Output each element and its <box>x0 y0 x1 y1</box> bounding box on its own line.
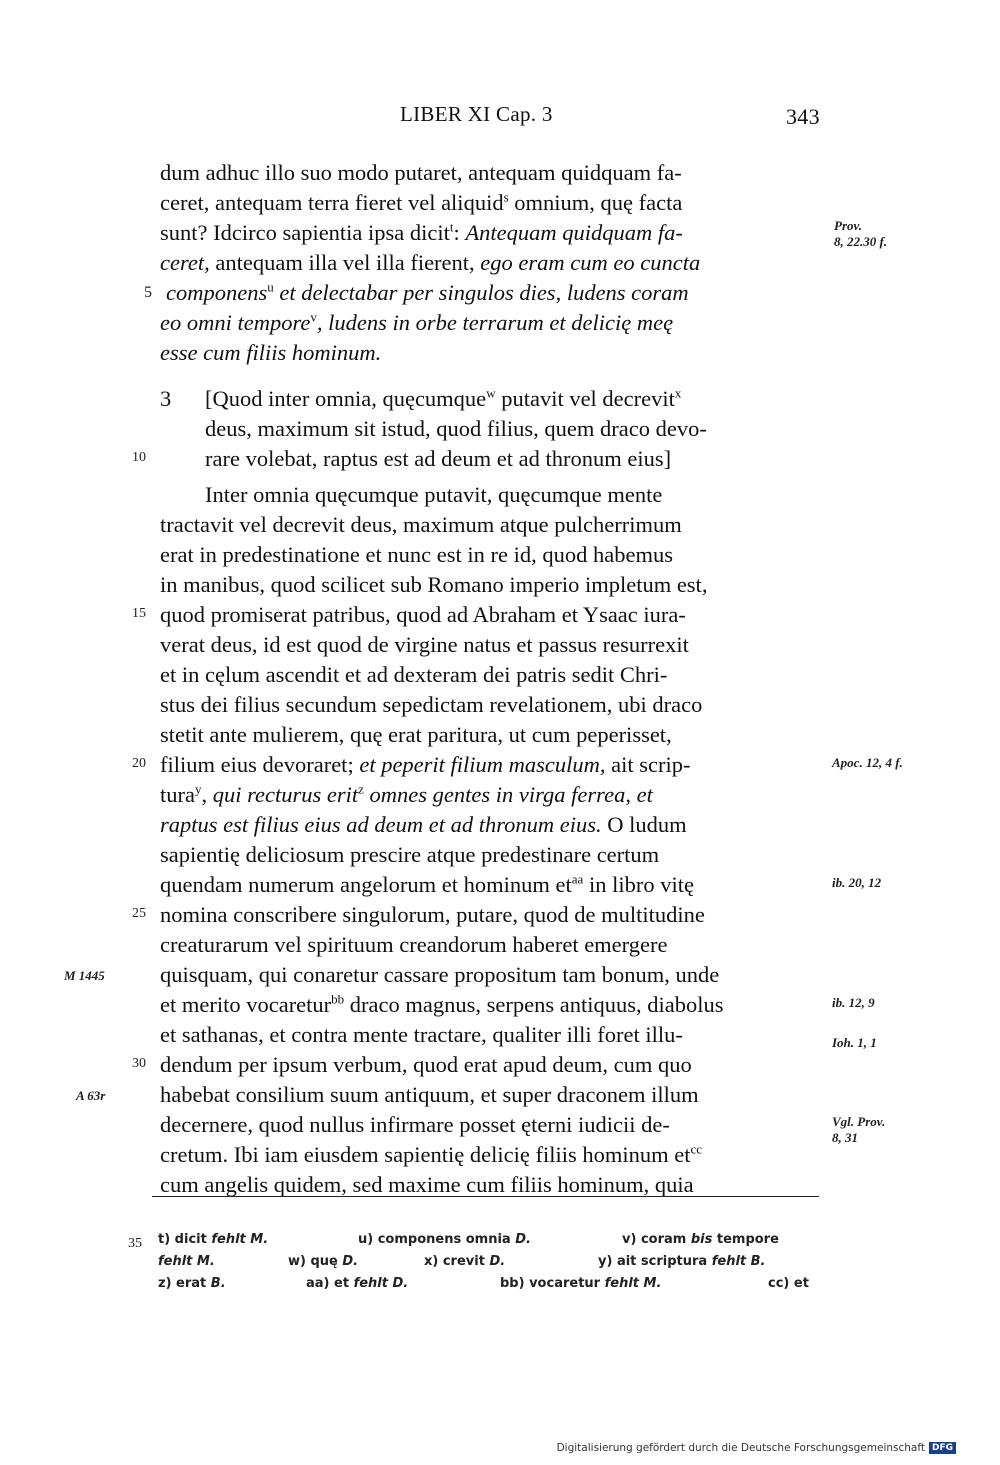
footnote-mark-u: u <box>267 279 274 295</box>
text-line-p2-1: Inter omnia quęcumque putavit, quęcumque mente <box>205 482 663 507</box>
line-number-10: 10 <box>132 450 146 465</box>
right-ref-prov: Prov. 8, 22.30 f. <box>834 218 888 249</box>
footnote-v-cont: fehlt M. <box>158 1254 215 1269</box>
text-line-p2-3: erat in predestinatione et nunc est in re id, quod habemus <box>160 542 673 567</box>
text-line-p2-22: decernere, quod nullus infirmare posset ęterni iudicii de- <box>160 1112 670 1137</box>
line-number-25: 25 <box>132 906 146 921</box>
line-number-30: 30 <box>132 1056 146 1071</box>
section-number: 3 <box>160 386 172 411</box>
right-ref-vgl-prov: Vgl. Prov. 8, 31 <box>832 1114 886 1145</box>
footnote-u: u) componens omnia D. <box>358 1232 531 1247</box>
text-line-p2-19: et sathanas, et contra mente tractare, qualiter illi foret illu- <box>160 1022 683 1047</box>
footnote-mark-v: v <box>310 309 317 325</box>
running-title: LIBER XI Cap. 3 <box>400 102 553 126</box>
text-line-p2-13: sapientię deliciosum prescire atque predestinare certum <box>160 842 660 867</box>
section-heading-line-3: rare volebat, raptus est ad deum et ad thronum eius] <box>205 446 672 471</box>
text-line-p2-6: verat deus, id est quod de virgine natus et passus resurrexit <box>160 632 689 657</box>
text-line-p2-5: quod promiserat patribus, quod ad Abraham et Ysaac iura- <box>160 602 686 627</box>
text-line-2: ceret, antequam terra fieret vel aliquid$^s$ omnium, quę facta <box>160 189 683 215</box>
footnote-divider <box>152 1196 819 1197</box>
text-line-1: dum adhuc illo suo modo putaret, antequam quidquam fa- <box>160 160 682 185</box>
footnote-cc: cc) et <box>768 1276 809 1291</box>
text-line-p2-18: et merito vocaretur$^{bb}$ draco magnus, serpens antiquus, diabolus <box>160 991 724 1017</box>
footnote-w: w) quę D. <box>288 1254 359 1269</box>
line-number-5: 5 <box>144 284 152 301</box>
line-number-15: 15 <box>132 606 146 621</box>
right-ref-apoc: Apoc. 12, 4 f. <box>832 755 903 770</box>
text-line-p2-8: stus dei filius secundum sepedictam revelationem, ubi draco <box>160 692 703 717</box>
text-line-p2-14: quendam numerum angelorum et hominum $et^{aa}$ in libro vitę <box>160 871 694 897</box>
text-line-3: sunt? Idcirco sapientia ipsa dicit$^t$: Antequam quidquam fa- <box>160 219 683 245</box>
right-ref-ib-12: ib. 12, 9 <box>832 995 875 1010</box>
text-line-p2-20: dendum per ipsum verbum, quod erat apud deum, cum quo <box>160 1052 692 1077</box>
footnote-mark-s: s <box>503 189 509 205</box>
line-number-35: 35 <box>128 1236 142 1251</box>
text-line-4: ceret, antequam illa vel illa fierent, ego eram cum eo cuncta <box>160 250 701 275</box>
text-line-p2-11: tura$^y$, qui recturus erit$^z$ omnes gentes in virga ferrea, et <box>160 781 653 807</box>
text-line-p2-2: tractavit vel decrevit deus, maximum atque pulcherrimum <box>160 512 682 537</box>
text-line-7: esse cum filiis hominum. <box>160 340 382 365</box>
left-margin-ref-a: A 63r <box>76 1088 106 1103</box>
footnote-v: v) coram bis tempore <box>622 1232 779 1247</box>
line-number-20: 20 <box>132 756 146 771</box>
right-ref-ib-20: ib. 20, 12 <box>832 875 882 890</box>
left-margin-ref-m: M 1445 <box>64 968 105 983</box>
text-line-p2-16: creaturarum vel spirituum creandorum haberet emergere <box>160 932 668 957</box>
text-line-p2-4: in manibus, quod scilicet sub Romano imperio impletum est, <box>160 572 708 597</box>
digitization-credit <box>557 1442 956 1454</box>
dfg-logo: DFG <box>929 1442 956 1454</box>
text-line-p2-24: cum angelis quidem, sed maxime cum filiis hominum, quia <box>160 1172 694 1197</box>
credit-text: Digitalisierung gefördert durch die Deutsche Forschungsgemeinschaft <box>556 1442 925 1454</box>
section-heading-line-1: [Quod inter omnia, quęcumque$^w$ putavit vel decrevit$^x$ <box>205 385 682 411</box>
footnote-y: y) ait scriptura fehlt B. <box>598 1254 766 1269</box>
text-line-p2-7: et in cęlum ascendit et ad dexteram dei patris sedit Chri- <box>160 662 668 687</box>
footnote-z: z) erat B. <box>158 1276 226 1291</box>
text-line-p2-23: cretum. Ibi iam eiusdem sapientię delicię filiis hominum $et^{cc}$ <box>160 1141 703 1167</box>
text-line-5: componens$^u$ et delectabar per singulos dies, ludens coram <box>166 279 689 305</box>
text-line-p2-9: stetit ante mulierem, quę erat paritura, ut cum peperisset, <box>160 722 672 747</box>
text-line-p2-17: quisquam, qui conaretur cassare propositum tam bonum, unde <box>160 962 720 987</box>
footnote-mark-t: t <box>449 219 454 235</box>
text-line-p2-10: filium eius devoraret; et peperit filium masculum, ait scrip- <box>160 752 691 777</box>
footnote-t: t) dicit fehlt M. <box>158 1232 269 1247</box>
text-line-p2-15: nomina conscribere singulorum, putare, quod de multitudine <box>160 902 705 927</box>
text-line-p2-21: habebat consilium suum antiquum, et super draconem illum <box>160 1082 699 1107</box>
footnote-bb: bb) vocaretur fehlt M. <box>500 1276 662 1291</box>
right-ref-ioh: Ioh. 1, 1 <box>832 1035 877 1050</box>
footnote-x: x) crevit D. <box>424 1254 506 1269</box>
footnote-aa: aa) et fehlt D. <box>306 1276 409 1291</box>
text-line-6: eo omni tempore$^v$, ludens in orbe terrarum et delicię meę <box>160 309 674 335</box>
section-heading-line-2: deus, maximum sit istud, quod filius, quem draco devo- <box>205 416 707 441</box>
page-number: 343 <box>786 104 820 129</box>
text-line-p2-12: raptus est filius eius ad deum et ad thronum eius. O ludum <box>160 812 687 837</box>
